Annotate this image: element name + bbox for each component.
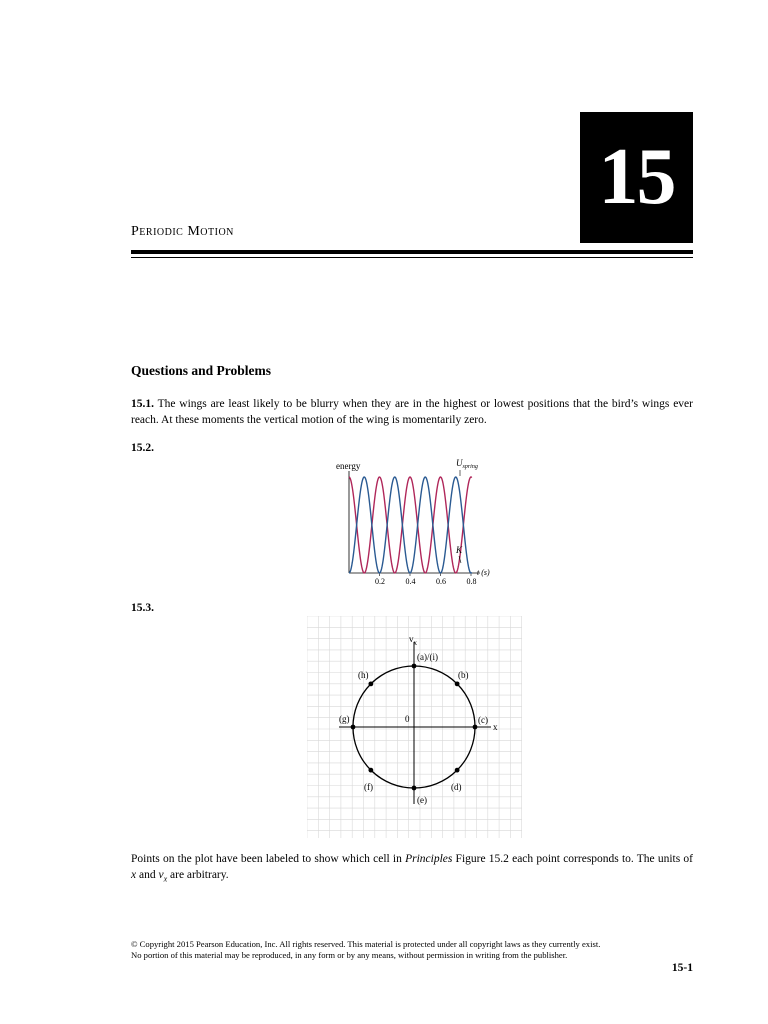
- chapter-title: Periodic Motion: [131, 224, 234, 239]
- problem-15-2-number: 15.2.: [131, 442, 154, 454]
- phase-point: [368, 681, 373, 686]
- section-heading: Questions and Problems: [131, 363, 272, 378]
- phase-point: [368, 768, 373, 773]
- problem-15-3-number: 15.3.: [131, 602, 154, 614]
- title-rule-thin: [131, 257, 693, 258]
- energy-axis-label: energy: [336, 461, 361, 471]
- caption-x-symbol: x: [131, 869, 137, 881]
- phase-point: [473, 725, 478, 730]
- energy-graph: [330, 455, 500, 590]
- point-label-a: (a)/(i): [417, 652, 438, 662]
- page-number: 15-1: [671, 962, 693, 974]
- phase-point: [455, 681, 460, 686]
- copyright-footer: [131, 939, 693, 961]
- origin-label: 0: [405, 714, 410, 724]
- k-label: K: [456, 545, 463, 555]
- point-label-g: (g): [339, 714, 350, 724]
- phase-point: [412, 786, 417, 791]
- problem-15-1: [131, 396, 693, 428]
- chapter-number-box: 15: [580, 112, 693, 243]
- problem-number: 15.1.: [131, 398, 154, 410]
- copyright-line-2: No portion of this material may be reproduced, in any form or by any means, without permission in writing from the publisher.: [131, 950, 568, 960]
- caption-text: are arbitrary.: [167, 869, 229, 881]
- u-spring-label: $U_{spring}$: [456, 458, 478, 470]
- point-label-b: (b): [458, 670, 469, 680]
- time-axis-label: t (s): [477, 568, 490, 577]
- tick-label: 0.4: [405, 577, 416, 586]
- phase-point: [412, 664, 417, 669]
- tick-label: 0.6: [436, 577, 446, 586]
- caption-text: Points on the plot have been labeled to show which cell in: [131, 853, 406, 865]
- point-label-c: (c): [478, 715, 488, 725]
- caption-text: Figure 15.2 each point corresponds to. The units of: [452, 853, 693, 865]
- point-label-d: (d): [451, 782, 462, 792]
- copyright-line-1: © Copyright 2015 Pearson Education, Inc. All rights reserved. This material is protected under all copyright laws as they currently exist.: [131, 939, 601, 949]
- figure-caption: [131, 851, 693, 887]
- title-rule-thick: [131, 250, 693, 254]
- caption-v-symbol: $v_x$: [158, 869, 168, 884]
- phase-space-plot: [307, 616, 522, 838]
- vx-axis-label: $v_x$: [409, 634, 417, 647]
- caption-text: and: [136, 869, 159, 881]
- point-label-h: (h): [358, 670, 369, 680]
- phase-point: [351, 725, 356, 730]
- point-label-f: (f): [364, 782, 373, 792]
- phase-point: [455, 768, 460, 773]
- tick-label: 0.8: [466, 577, 477, 586]
- point-label-e: (e): [417, 795, 427, 805]
- tick-label: 0.2: [375, 577, 385, 586]
- problem-text: The wings are least likely to be blurry when they are in the highest or lowest positions that the bird’s wings ever reach. At these moments the vertical motion of the wing is momentarily zero.: [131, 398, 693, 426]
- caption-book-title: Principles: [405, 853, 453, 865]
- x-axis-label: x: [493, 722, 498, 732]
